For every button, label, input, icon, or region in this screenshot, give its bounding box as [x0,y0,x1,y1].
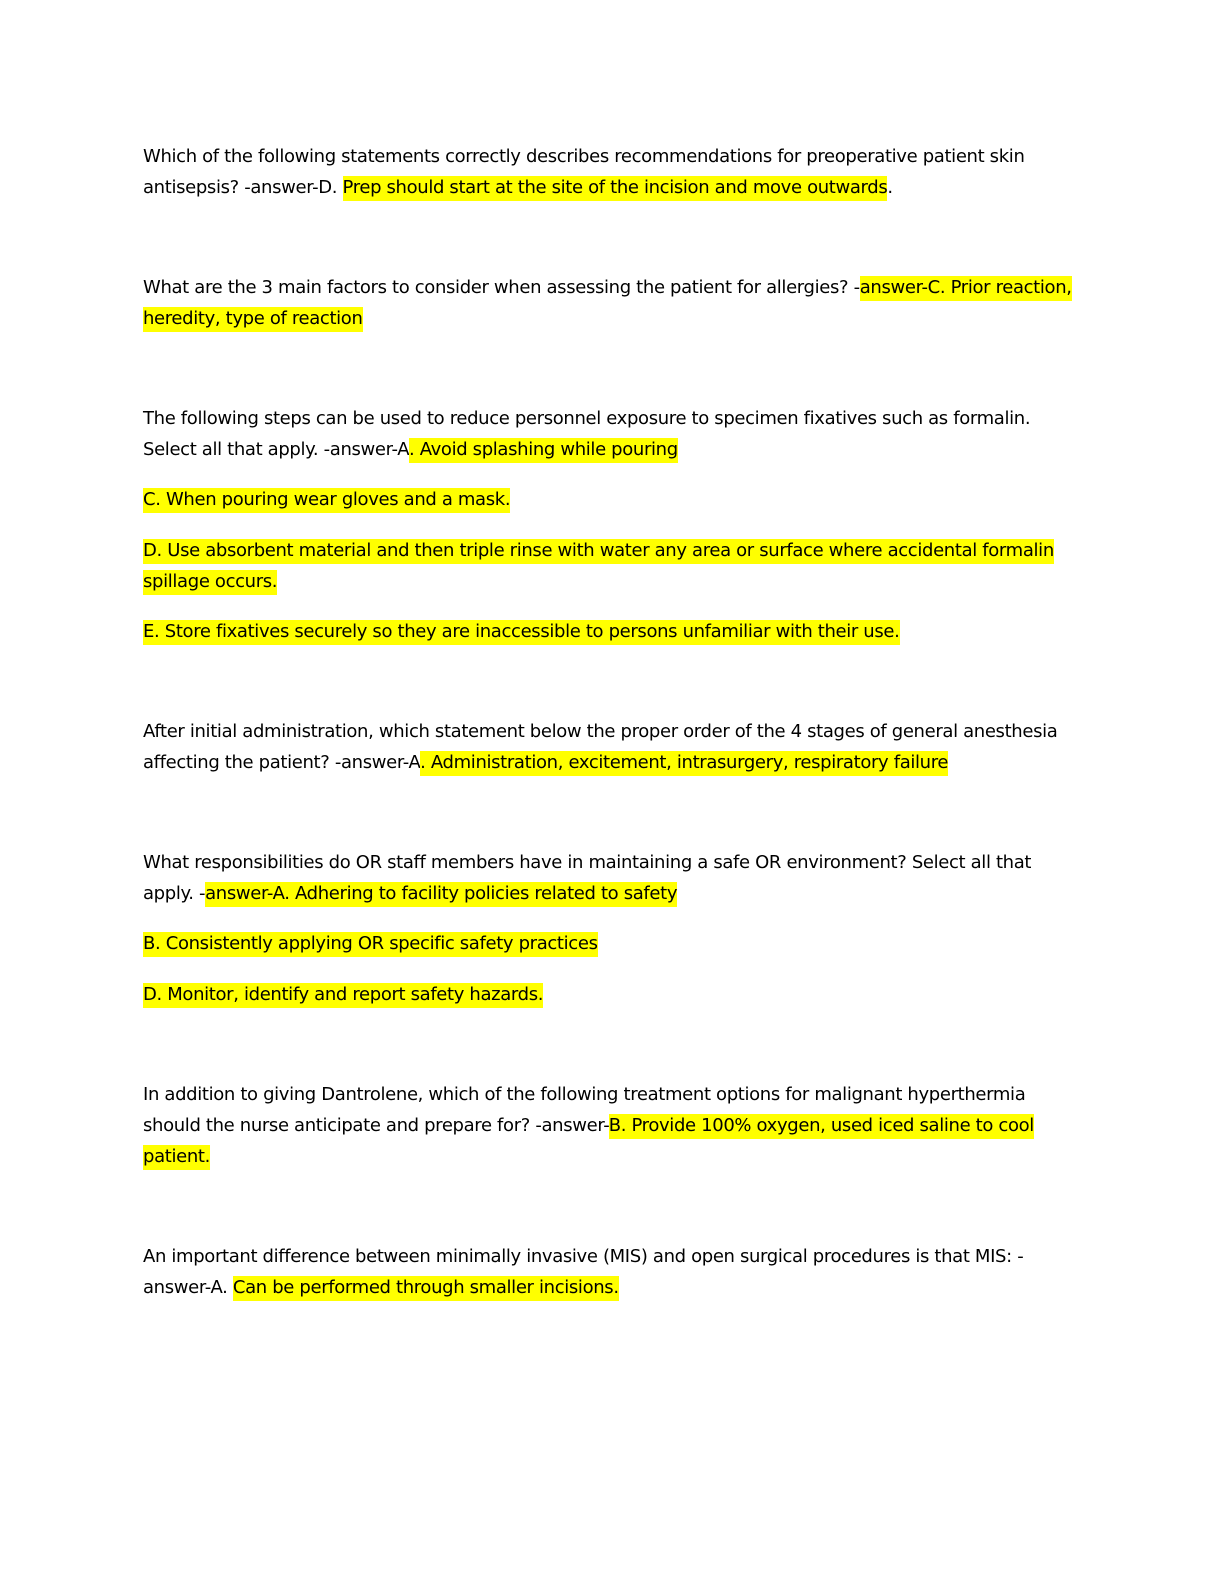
question-text: The following steps can be used to reduce personnel exposure to specimen fixatives such as formalin. Select all that apply. -answer-A [143,408,1031,460]
answer-option-d [143,535,1083,597]
question-or-safety [143,847,1083,909]
question-allergies [143,272,1083,334]
answer-option-e [143,616,1083,647]
question-anesthesia-stages [143,716,1083,778]
answer-option-d [143,979,1083,1010]
question-fixatives [143,403,1083,465]
question-text: Which of the following statements correctly describes recommendations for preoperative patient skin antisepsis? -answer-D. [143,146,1025,198]
answer-option-c [143,484,1083,515]
highlighted-answer: D. Monitor, identify and report safety hazards. [143,983,543,1008]
highlighted-answer: E. Store fixatives securely so they are inaccessible to persons unfamiliar with their use. [143,620,900,645]
question-mis-difference [143,1241,1083,1303]
highlighted-answer: . Avoid splashing while pouring [409,438,678,463]
highlighted-answer: . Administration, excitement, intrasurgery, respiratory failure [420,751,948,776]
question-text: After initial administration, which statement below the proper order of the 4 stages of general anesthesia affecting the patient? -answer-A [143,721,1058,773]
question-text: What are the 3 main factors to consider when assessing the patient for allergies? - [143,277,860,298]
trailing-text: . [887,177,893,198]
answer-option-b [143,928,1083,959]
question-text: In addition to giving Dantrolene, which of the following treatment options for malignant hyperthermia should the nurse anticipate and prepare for? -answer- [143,1084,1026,1136]
question-skin-antisepsis [143,141,1083,203]
highlighted-answer: answer-C. Prior reaction, heredity, type of reaction [143,276,1072,332]
highlighted-answer: answer-A. Adhering to facility policies related to safety [205,882,677,907]
highlighted-answer: Can be performed through smaller incisions. [233,1276,619,1301]
highlighted-answer: B. Consistently applying OR specific safety practices [143,932,598,957]
question-malignant-hyperthermia [143,1079,1083,1172]
question-text: What responsibilities do OR staff members have in maintaining a safe OR environment? Select all that apply. - [143,852,1032,904]
highlighted-answer: D. Use absorbent material and then triple rinse with water any area or surface where accidental formalin spillage occurs. [143,539,1054,595]
highlighted-answer: B. Provide 100% oxygen, used iced saline to cool patient. [143,1114,1034,1170]
highlighted-answer: Prep should start at the site of the incision and move outwards [343,176,888,201]
highlighted-answer: C. When pouring wear gloves and a mask. [143,488,510,513]
question-text: An important difference between minimally invasive (MIS) and open surgical procedures is that MIS: -answer-A. [143,1246,1024,1298]
